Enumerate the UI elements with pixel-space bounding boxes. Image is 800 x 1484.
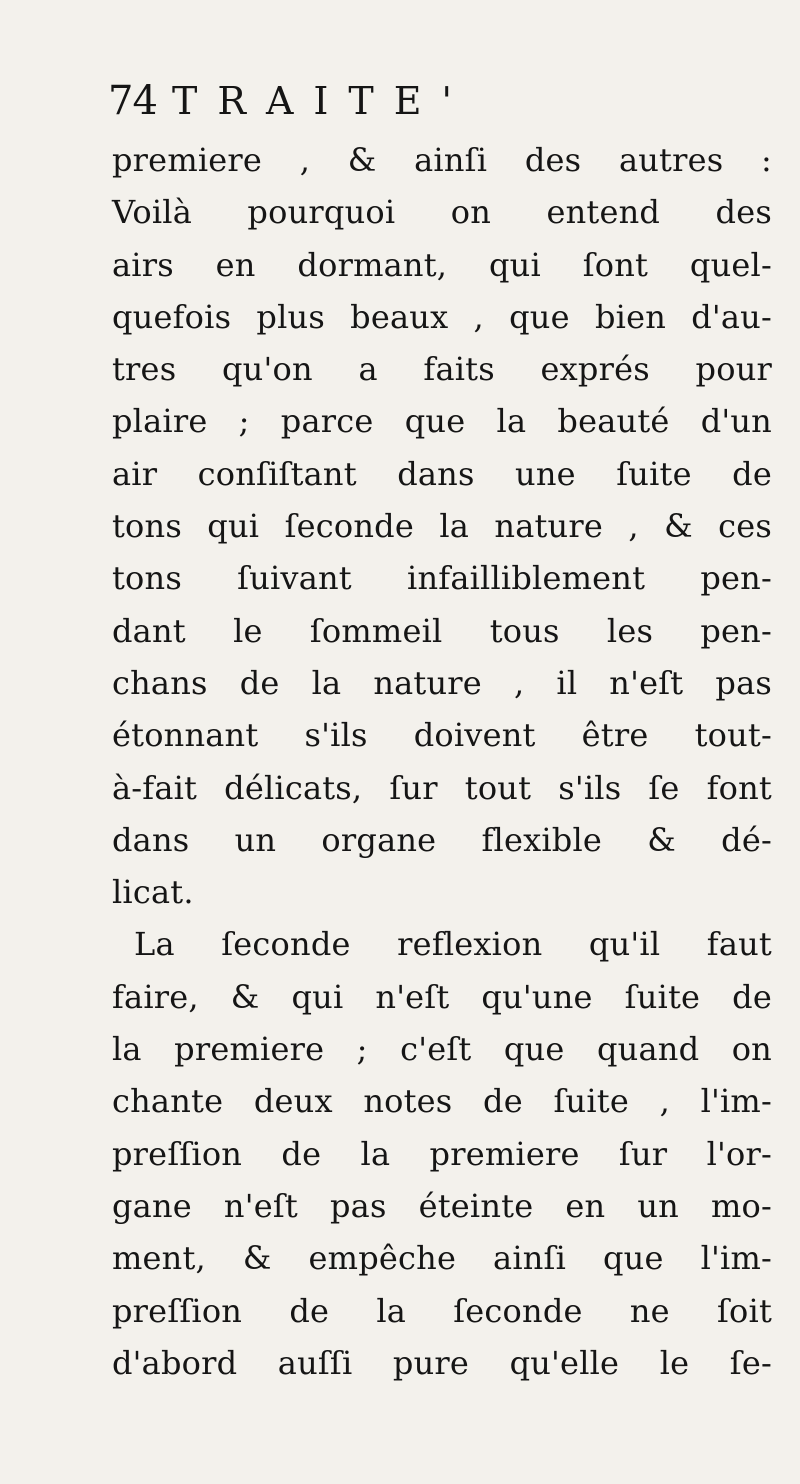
running-title: TRAITE' <box>172 79 472 123</box>
text-line: chans de la nature , il n'eſt pas <box>112 663 772 702</box>
text-line: faire, & qui n'eſt qu'une ſuite de <box>112 977 772 1016</box>
text-line: dans un organe flexible & dé- <box>112 820 772 859</box>
text-line: ment, & empêche ainſi que l'im- <box>112 1239 772 1278</box>
text-line: plaire ; parce que la beauté d'un <box>112 402 772 441</box>
text-line: preſſion de la premiere ſur l'or- <box>112 1134 772 1173</box>
text-line: premiere , & ainſi des autres : <box>112 141 772 179</box>
text-line: Voilà pourquoi on entend des <box>112 193 772 232</box>
paragraph-end-line: licat. <box>112 873 194 912</box>
text-line: tons qui ſeconde la nature , & ces <box>112 507 772 546</box>
text-line: gane n'eſt pas éteinte en un mo- <box>112 1186 772 1225</box>
text-line: airs en dormant, qui ſont quel- <box>112 245 772 284</box>
text-line: à-fait délicats, ſur tout s'ils ſe font <box>112 768 772 807</box>
text-line: la premiere ; c'eſt que quand on <box>112 1030 772 1069</box>
text-line: d'abord auſſi pure qu'elle le ſe- <box>112 1343 772 1382</box>
text-line: tres qu'on a faits exprés pour <box>112 350 772 389</box>
text-line: tons ſuivant infailliblement pen- <box>112 559 772 598</box>
text-line: air conſiſtant dans une ſuite de <box>112 454 772 493</box>
text-line: dant le ſommeil tous les pen- <box>112 611 772 650</box>
body-text <box>112 134 772 1389</box>
text-line: étonnant s'ils doivent être tout- <box>112 716 772 755</box>
text-line: quefois plus beaux , que bien d'au- <box>112 297 772 336</box>
page-number: 74 <box>108 78 157 124</box>
paragraph-first-line: La ſeconde reflexion qu'il faut <box>134 925 772 964</box>
text-line: chante deux notes de ſuite , l'im- <box>112 1082 772 1121</box>
page-header <box>108 78 708 128</box>
text-line: preſſion de la ſeconde ne ſoit <box>112 1291 772 1330</box>
